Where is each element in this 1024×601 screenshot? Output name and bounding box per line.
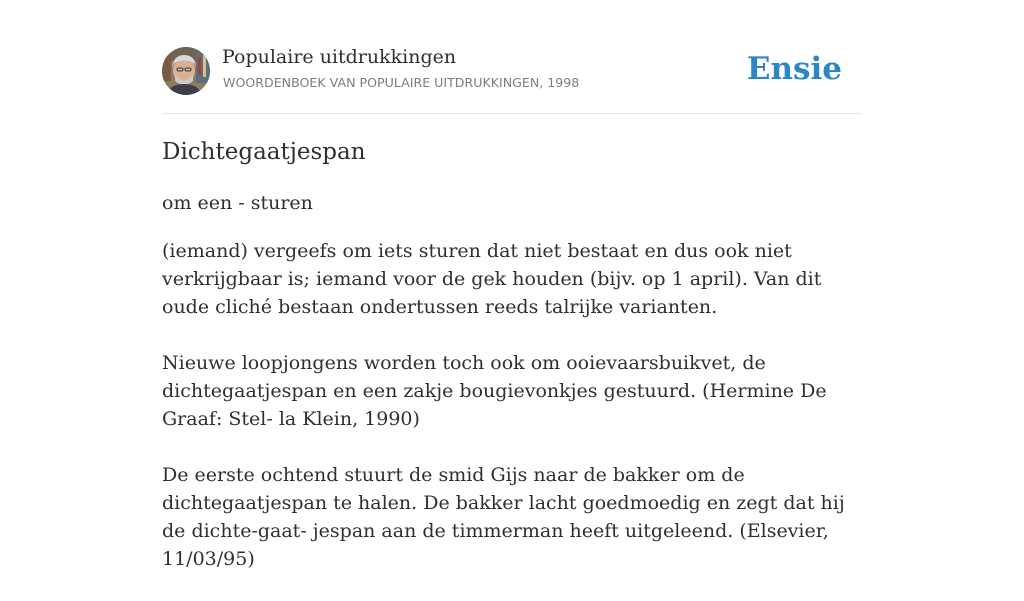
entry-subtitle: om een - sturen	[162, 192, 313, 214]
entry-body	[162, 237, 862, 601]
entry-paragraph-definition: (iemand) vergeefs om iets sturen dat niet bestaat en dus ook niet verkrijgbaar is; iemand voor de gek houden (bijv. op 1 april). Van dit oude cliché bestaan ondertussen reeds talrijke varianten.	[162, 240, 822, 318]
ensie-logo[interactable]: Ensie	[746, 51, 842, 87]
entry-paragraph-quote-2: De eerste ochtend stuurt de smid Gijs naar de bakker om de dichtegaatjespan te halen. De bakker lacht goedmoedig en zegt dat hij de dichte-gaat- jespan aan de timmerman heeft uitgeleend. (Elsevier, 11/03/95)	[162, 464, 845, 570]
source-subtitle: WOORDENBOEK VAN POPULAIRE UITDRUKKINGEN, 1998	[223, 75, 580, 90]
source-title[interactable]: Populaire uitdrukkingen	[222, 46, 457, 68]
source-header	[162, 0, 862, 114]
author-portrait-icon[interactable]	[162, 47, 210, 95]
entry-paragraph-quote-1: Nieuwe loopjongens worden toch ook om ooievaarsbuikvet, de dichtegaatjespan en een zakje bougievonkjes gestuurd. (Hermine De Graaf: Stel- la Klein, 1990)	[162, 352, 827, 430]
entry-title: Dichtegaatjespan	[162, 139, 366, 165]
page-container	[162, 0, 862, 570]
